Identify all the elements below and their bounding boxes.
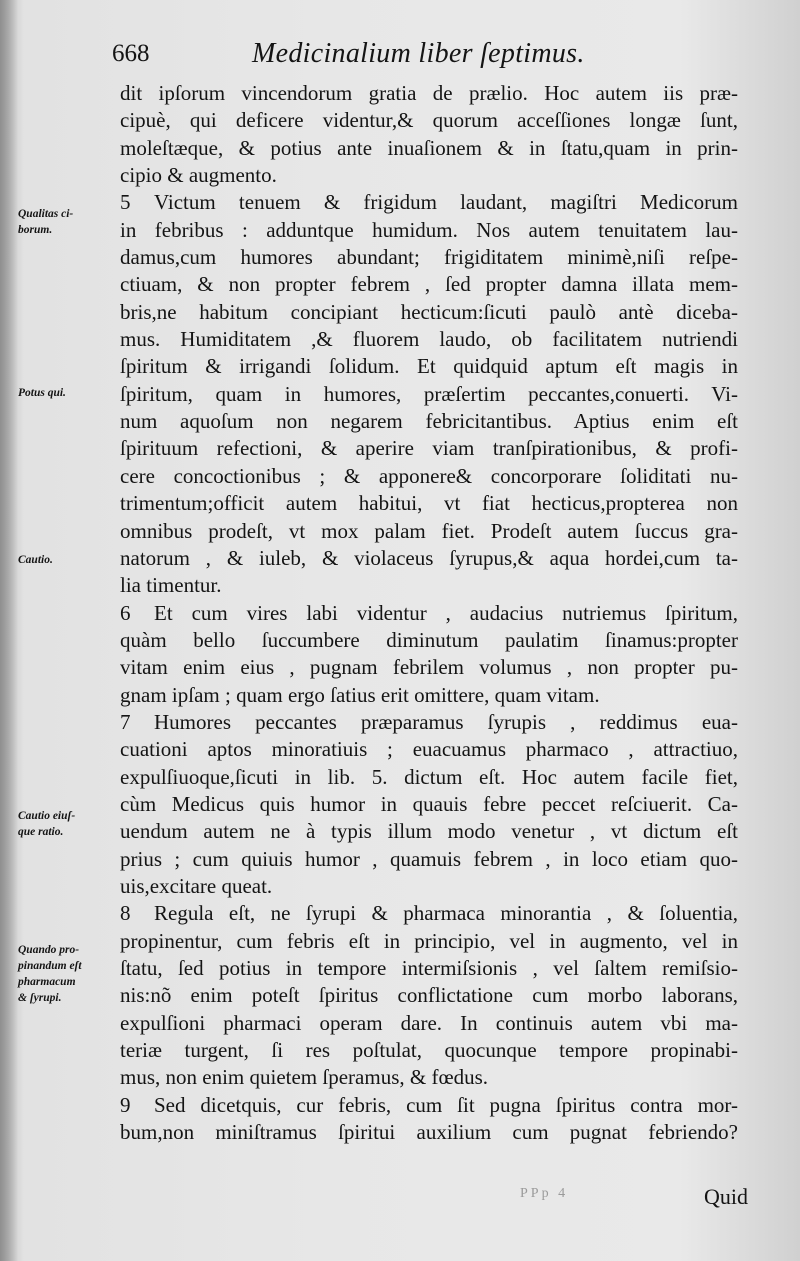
gutter-shadow	[0, 0, 18, 1261]
text-line: gnam ipſam ; quam ergo ſatius erit omittere, quam vitam.	[120, 682, 600, 707]
paragraph-first-line	[120, 189, 738, 216]
paragraph-first-line	[120, 900, 738, 927]
text-line: cuationi aptos minoratiuis ; euacuamus pharmaco , attractiuo,	[120, 737, 738, 762]
text-line: bum,non miniſtramus ſpiritui auxilium cum pugnat febriendo?	[120, 1120, 738, 1145]
text-line: lia timentur.	[120, 573, 222, 598]
section-number: 8	[120, 901, 131, 926]
text-line: natorum , & iuleb, & violaceus ſyrupus,& aqua hordei,cum ta-	[120, 545, 738, 570]
text-line: cere concoctionibus ; & apponere& concorporare ſoliditati nu-	[120, 463, 738, 488]
margin-note-line: Potus qui.	[18, 387, 66, 399]
text-line: ſtatu, ſed potius in tempore intermiſsionis , vel ſaltem remiſsio-	[120, 956, 738, 980]
text-line: cùm Medicus quis humor in quauis febre peccet reſciuerit. Ca-	[120, 791, 738, 816]
running-title: Medicinalium liber ſeptimus.	[252, 38, 585, 69]
signature-mark: PPp 4	[520, 1186, 569, 1201]
text-line: bris,ne habitum concipiant hecticum:ſicuti paulò antè diceba-	[120, 299, 738, 324]
text-line: Sed dicetquis, cur febris, cum ſit pugna ſpiritus contra mor-	[154, 1092, 738, 1117]
margin-note	[18, 808, 118, 840]
text-line: ſpirituum refectioni, & aperire viam tranſpirationibus, & profi-	[120, 436, 738, 461]
text-line: nis:nõ enim poteſt ſpiritus conflictatione cum morbo laborans,	[120, 983, 738, 1008]
text-line: trimentum;officit autem habitui, vt fiat hecticus,propterea non	[120, 491, 738, 516]
text-line: mus. Humiditatem ,& fluorem laudo, ob facilitatem nutriendi	[120, 327, 738, 352]
body-text	[120, 80, 738, 1146]
section-number: 7	[120, 709, 131, 734]
text-line: omnibus prodeſt, vt mox palam fiet. Prodeſt autem ſuccus gra-	[120, 518, 738, 543]
margin-note-line: Qualitas ci-	[18, 208, 74, 220]
paragraph-first-line	[120, 1092, 738, 1119]
text-line: expulſioni pharmaci operam dare. In continuis autem vbi ma-	[120, 1010, 738, 1035]
text-line: moleſtæque, & potius ante inuaſionem & in ſtatu,quam in prin-	[120, 135, 738, 160]
margin-note-line: pharmacum	[18, 976, 76, 988]
margin-note-line: que ratio.	[18, 826, 64, 838]
margin-note-line: & ſyrupi.	[18, 992, 62, 1004]
text-line: uendum autem ne à typis illum modo venetur , vt dictum eſt	[120, 819, 738, 844]
text-line: in febribus : adduntque humidum. Nos autem tenuitatem lau-	[120, 217, 738, 242]
page-header	[112, 34, 632, 78]
section-number: 5	[120, 190, 131, 215]
margin-note-line: borum.	[18, 224, 53, 236]
text-line: num aquoſum non negarem febricitantibus. Aptius enim eſt	[120, 409, 738, 434]
text-line: ſpiritum & irrigandi ſolidum. Et quidquid aptum eſt magis in	[120, 354, 738, 379]
margin-note-line: pinandum eſt	[18, 960, 82, 972]
text-line: ſpiritum, quam in humores, præſertim peccantes,conuerti. Vi-	[120, 381, 738, 406]
text-line: propinentur, cum febris eſt in principio, vel in augmento, vel in	[120, 928, 738, 953]
page-number: 668	[112, 40, 150, 67]
text-line: dit ipſorum vincendorum gratia de prælio. Hoc autem iis præ-	[120, 81, 738, 105]
margin-note	[18, 206, 118, 238]
text-line: vitam enim eius , pugnam febrilem volumus , non propter pu-	[120, 655, 738, 680]
catchword: Quid	[704, 1184, 748, 1209]
text-line: prius ; cum quiuis humor , quamuis febrem , in loco etiam quo-	[120, 846, 738, 871]
text-line: Humores peccantes præparamus ſyrupis , reddimus eua-	[154, 709, 738, 734]
margin-note	[18, 942, 118, 1006]
margin-note-line: Cautio.	[18, 554, 53, 566]
text-line: Et cum vires labi videntur , audacius nutriemus ſpiritum,	[154, 600, 738, 625]
paragraph-first-line	[120, 709, 738, 736]
text-line: Regula eſt, ne ſyrupi & pharmaca minorantia , & ſoluentia,	[154, 901, 738, 926]
text-line: damus,cum humores abundant; frigiditatem minimè,niſi reſpe-	[120, 245, 738, 270]
text-line: uis,excitare queat.	[120, 873, 273, 898]
text-line: teriæ turgent, ſi res poſtulat, quocunque tempore propinabi-	[120, 1038, 738, 1063]
text-line: ctiuam, & non propter febrem , ſed propter damna illata mem-	[120, 272, 738, 297]
section-number: 6	[120, 600, 131, 625]
text-line: Victum tenuem & frigidum laudant, magiſtri Medicorum	[154, 190, 738, 215]
text-line: quàm bello ſuccumbere diminutum paulatim ſinamus:propter	[120, 627, 738, 652]
text-line: mus, non enim quietem ſperamus, & fœdus.	[120, 1065, 489, 1090]
paragraph-first-line	[120, 600, 738, 627]
section-number: 9	[120, 1092, 131, 1117]
text-line: expulſiuoque,ſicuti in lib. 5. dictum eſt. Hoc autem facile fiet,	[120, 764, 738, 789]
margin-note	[18, 385, 118, 401]
margin-note-line: Quando pro-	[18, 944, 80, 956]
margin-note-line: Cautio eiuſ-	[18, 810, 76, 822]
margin-note	[18, 552, 118, 568]
text-line: cipuè, qui deficere videntur,& quorum acceſſiones longæ ſunt,	[120, 108, 738, 133]
text-line: cipio & augmento.	[120, 163, 277, 188]
